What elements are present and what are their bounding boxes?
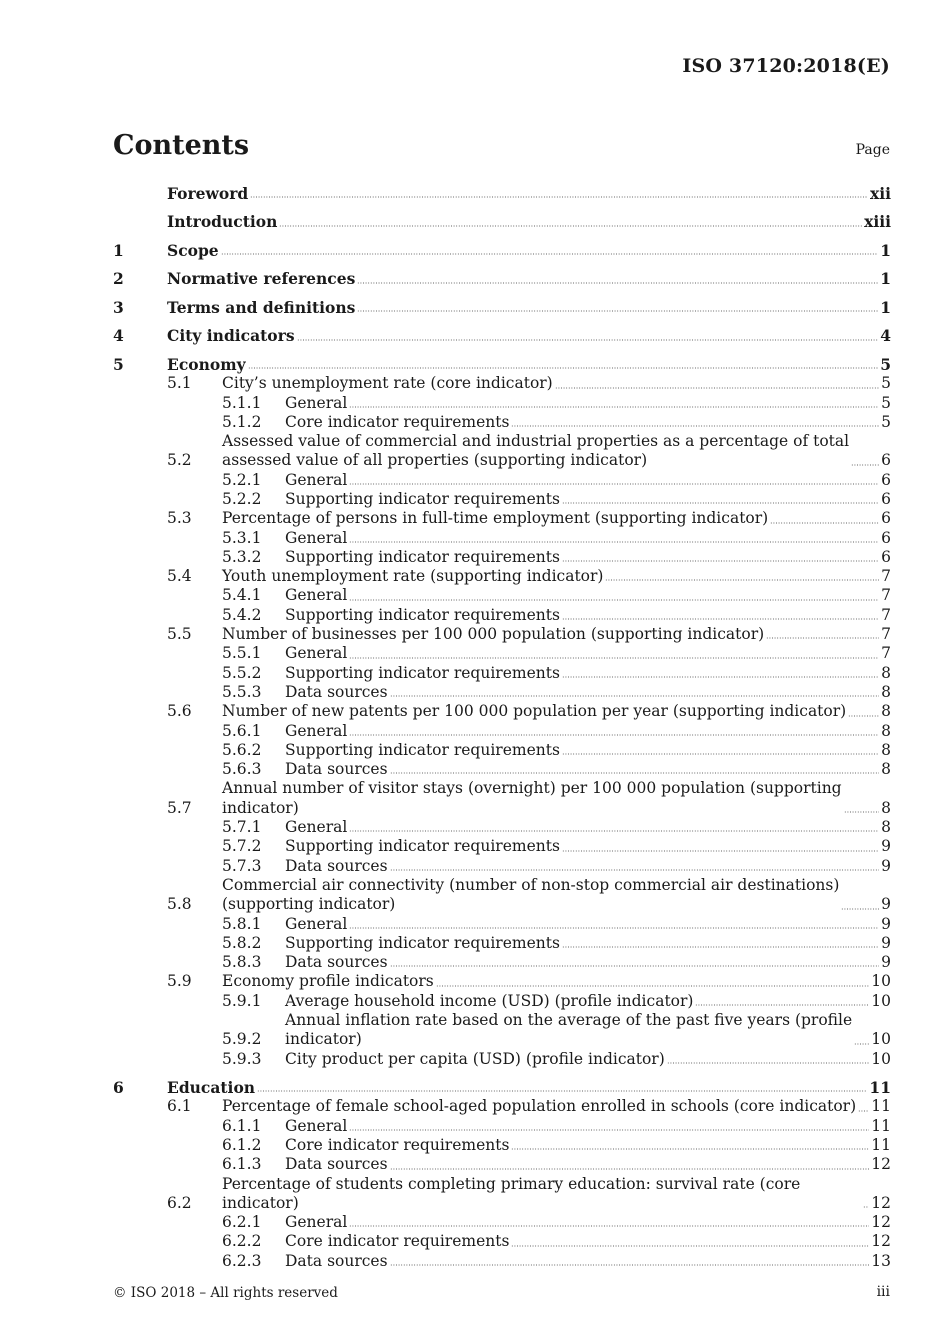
page-column-label: Page (855, 142, 890, 158)
toc-entry-number: 5.9.2 (222, 1030, 262, 1049)
toc-entry-title-line-2: indicator) (222, 798, 299, 817)
toc-entry-number: 6.1 (167, 1097, 192, 1116)
toc-entry-number: 6.2 (167, 1193, 192, 1212)
toc-entry-page: xiii (864, 212, 891, 232)
dot-leader (848, 711, 879, 717)
dot-leader (390, 1260, 870, 1266)
toc-entry-number: 6.1.2 (222, 1135, 262, 1154)
toc-entry-page: xii (869, 184, 891, 203)
toc-entry-title: General (285, 586, 348, 605)
toc-entry-page: 1 (880, 297, 891, 317)
toc-entry-page: 5 (880, 354, 891, 374)
toc-entry-number: 5.5.1 (222, 644, 262, 663)
dot-leader (349, 402, 879, 408)
toc-entry[interactable] (113, 972, 891, 991)
toc-entry-number: 4 (113, 326, 124, 346)
toc-entry[interactable] (113, 298, 891, 317)
toc-entry-title: Data sources (285, 1251, 388, 1270)
toc-entry-page: 8 (881, 663, 891, 682)
toc-entry-page: 7 (881, 605, 891, 624)
toc-entry[interactable] (113, 413, 891, 432)
toc-entry-title: General (285, 818, 348, 837)
dot-leader (770, 518, 879, 524)
page-title: Contents (113, 130, 250, 161)
toc-entry-number: 5.9.3 (222, 1049, 262, 1068)
toc-entry-title: Number of businesses per 100 000 population (supporting indicator) (222, 625, 765, 644)
toc-entry-number: 5.3 (167, 509, 192, 528)
toc-entry[interactable] (113, 586, 891, 605)
toc-entry-title (222, 876, 839, 915)
toc-entry[interactable] (113, 1136, 891, 1155)
toc-entry-title: Normative references (167, 269, 356, 289)
toc-entry-page: 10 (871, 972, 891, 991)
toc-entry-title: Supporting indicator requirements (285, 663, 560, 682)
dot-leader (248, 363, 879, 369)
toc-entry[interactable] (113, 702, 891, 721)
document-id: ISO 37120:2018(E) (682, 55, 890, 77)
toc-entry[interactable] (113, 394, 891, 413)
toc-entry[interactable] (113, 625, 891, 644)
toc-entry-page: 8 (881, 798, 891, 817)
toc-entry-number: 5.5.3 (222, 682, 262, 701)
toc-entry-page: 6 (881, 509, 891, 528)
dot-leader (349, 479, 879, 485)
toc-entry[interactable] (113, 1175, 891, 1214)
toc-entry-page: 5 (881, 374, 891, 393)
toc-entry[interactable] (113, 509, 891, 528)
toc-entry-number: 5.7.1 (222, 818, 262, 837)
dot-leader (695, 1000, 869, 1006)
toc-entry-title-line-2: (supporting indicator) (222, 895, 396, 914)
toc-entry-title: Core indicator requirements (285, 1232, 510, 1251)
toc-entry-page: 5 (881, 412, 891, 431)
toc-entry-page: 8 (881, 760, 891, 779)
toc-entry-page: 9 (881, 953, 891, 972)
toc-entry[interactable] (113, 876, 891, 915)
dot-leader (279, 221, 862, 227)
toc-entry-page: 6 (881, 451, 891, 470)
toc-entry[interactable] (113, 1097, 891, 1116)
toc-entry-title: General (285, 470, 348, 489)
toc-entry-page: 11 (871, 1135, 891, 1154)
table-of-contents (113, 184, 891, 1271)
toc-entry-number: 6.1.1 (222, 1116, 262, 1135)
dot-leader (562, 749, 879, 755)
toc-entry[interactable] (113, 490, 891, 509)
dot-leader (562, 498, 879, 504)
dot-leader (562, 556, 879, 562)
toc-entry[interactable] (113, 1050, 891, 1069)
toc-entry[interactable] (113, 760, 891, 779)
toc-entry[interactable] (113, 818, 891, 837)
dot-leader (390, 768, 880, 774)
toc-entry-number: 5.5 (167, 625, 192, 644)
toc-entry[interactable] (113, 857, 891, 876)
dot-leader (349, 923, 879, 929)
toc-entry-page: 1 (880, 269, 891, 289)
toc-entry-page: 11 (871, 1116, 891, 1135)
toc-entry-title: Core indicator requirements (285, 412, 510, 431)
dot-leader (349, 730, 879, 736)
toc-entry-page: 8 (881, 702, 891, 721)
toc-entry[interactable] (113, 779, 891, 818)
toc-entry-title: Education (167, 1078, 256, 1098)
toc-entry-number: 5.1.2 (222, 412, 262, 431)
toc-entry-number: 5.6.1 (222, 721, 262, 740)
toc-entry-number: 5.7.3 (222, 856, 262, 875)
toc-entry-page: 7 (881, 644, 891, 663)
dot-leader (349, 653, 879, 659)
toc-entry-title: Data sources (285, 682, 388, 701)
toc-entry-title: Percentage of students completing primary education: survival rate (core indicator) (222, 1174, 801, 1212)
toc-entry[interactable] (113, 1078, 891, 1097)
dot-leader (511, 1241, 869, 1247)
toc-entry[interactable] (113, 606, 891, 625)
toc-entry-page: 5 (881, 393, 891, 412)
toc-entry[interactable] (113, 471, 891, 490)
toc-entry-title (285, 1011, 852, 1050)
toc-entry-number: 5.9.1 (222, 991, 262, 1010)
toc-entry-page: 10 (871, 1030, 891, 1049)
toc-entry-title-line-1: Assessed value of commercial and industrial properties as a percentage of total (222, 432, 850, 451)
toc-entry-page: 9 (881, 856, 891, 875)
dot-leader (858, 1106, 869, 1112)
toc-entry-title: Data sources (285, 760, 388, 779)
dot-leader (390, 961, 880, 967)
toc-entry-number: 6.2.3 (222, 1251, 262, 1270)
toc-entry-title: General (285, 393, 348, 412)
dot-leader (562, 942, 879, 948)
dot-leader (257, 1086, 867, 1092)
toc-entry-title: City indicators (167, 326, 295, 346)
toc-entry-number: 5.2.2 (222, 489, 262, 508)
dot-leader (555, 383, 879, 389)
toc-entry[interactable] (113, 741, 891, 760)
toc-entry-title: Percentage of persons in full-time employment (supporting indicator) (222, 509, 769, 528)
toc-entry[interactable] (113, 1213, 891, 1232)
toc-entry-page: 10 (871, 991, 891, 1010)
toc-entry-title: General (285, 528, 348, 547)
toc-entry-number: 5.2.1 (222, 470, 262, 489)
toc-entry-title: Supporting indicator requirements (285, 740, 560, 759)
toc-entry-page: 12 (871, 1193, 891, 1212)
toc-entry-page: 12 (871, 1213, 891, 1232)
toc-entry-number: 5.6.3 (222, 760, 262, 779)
toc-entry-number: 1 (113, 240, 124, 260)
toc-entry[interactable] (113, 1155, 891, 1174)
dot-leader (349, 1221, 869, 1227)
page-number: iii (876, 1284, 890, 1300)
toc-entry-page: 8 (881, 818, 891, 837)
toc-entry-number: 3 (113, 297, 124, 317)
toc-entry-title: Scope (167, 240, 219, 260)
toc-entry-number: 5.7.2 (222, 837, 262, 856)
toc-entry-title (222, 432, 849, 471)
toc-entry[interactable] (113, 1011, 891, 1050)
toc-entry-page: 8 (881, 740, 891, 759)
dot-leader (349, 537, 879, 543)
toc-entry-title: General (285, 644, 348, 663)
toc-entry[interactable] (113, 241, 891, 260)
toc-entry-page: 13 (871, 1251, 891, 1270)
dot-leader (349, 1125, 869, 1131)
toc-entry-page: 1 (880, 240, 891, 260)
toc-entry-number: 5.4.2 (222, 605, 262, 624)
toc-entry-title-line-2: indicator) (285, 1030, 362, 1049)
toc-entry-number: 5.8.1 (222, 914, 262, 933)
toc-entry[interactable] (113, 432, 891, 471)
toc-entry-number: 5.4.1 (222, 586, 262, 605)
toc-entry-page: 11 (871, 1097, 891, 1116)
toc-entry-page: 9 (881, 837, 891, 856)
toc-entry-number: 5.1.1 (222, 393, 262, 412)
toc-entry-number: 5.3.2 (222, 547, 262, 566)
toc-entry-title: General (285, 914, 348, 933)
toc-entry-title: Introduction (167, 212, 278, 232)
toc-entry[interactable] (113, 326, 891, 345)
toc-entry-number: 5.6.2 (222, 740, 262, 759)
dot-leader (844, 807, 880, 813)
toc-entry-page: 10 (871, 1049, 891, 1068)
dot-leader (841, 904, 879, 910)
toc-entry-title: Data sources (285, 953, 388, 972)
toc-entry-title: Economy profile indicators (222, 972, 434, 991)
toc-entry[interactable] (113, 722, 891, 741)
toc-entry[interactable] (113, 548, 891, 567)
dot-leader (250, 192, 868, 198)
toc-entry-number: 6.2.2 (222, 1232, 262, 1251)
toc-entry[interactable] (113, 374, 891, 393)
toc-entry-title (222, 779, 842, 818)
toc-entry-page: 7 (881, 586, 891, 605)
toc-entry-title: Terms and definitions (167, 297, 356, 317)
toc-entry-page: 8 (881, 721, 891, 740)
toc-entry-page: 6 (881, 470, 891, 489)
toc-entry[interactable] (113, 953, 891, 972)
toc-entry-page: 9 (881, 933, 891, 952)
toc-entry[interactable] (113, 1232, 891, 1251)
toc-entry-number: 5 (113, 354, 124, 374)
toc-entry-number: 5.1 (167, 374, 192, 393)
toc-entry-page: 12 (871, 1155, 891, 1174)
toc-entry[interactable] (113, 664, 891, 683)
toc-entry-title: Supporting indicator requirements (285, 933, 560, 952)
toc-entry-title-line-2: assessed value of all properties (supporting indicator) (222, 451, 648, 470)
toc-entry-title: General (285, 1116, 348, 1135)
toc-entry-number: 5.8.2 (222, 933, 262, 952)
toc-entry-page: 7 (881, 567, 891, 586)
toc-entry[interactable] (113, 1117, 891, 1136)
dot-leader (562, 672, 879, 678)
toc-entry-number: 6.2.1 (222, 1213, 262, 1232)
toc-entry-page: 4 (880, 326, 891, 346)
toc-entry-page: 6 (881, 489, 891, 508)
toc-entry[interactable] (113, 837, 891, 856)
toc-entry-number: 5.7 (167, 798, 192, 817)
toc-entry[interactable] (113, 212, 891, 231)
toc-entry-title: City product per capita (USD) (profile indicator) (285, 1049, 665, 1068)
dot-leader (349, 826, 879, 832)
toc-entry-title: General (285, 721, 348, 740)
toc-entry-title: Supporting indicator requirements (285, 489, 560, 508)
toc-entry[interactable] (113, 992, 891, 1011)
dot-leader (221, 249, 879, 255)
toc-entry[interactable] (113, 934, 891, 953)
dot-leader (297, 335, 879, 341)
toc-entry-page: 8 (881, 682, 891, 701)
dot-leader (863, 1202, 869, 1208)
toc-entry-title: Number of new patents per 100 000 population per year (supporting indicator) (222, 702, 847, 721)
dot-leader (562, 846, 879, 852)
toc-entry-page: 6 (881, 528, 891, 547)
dot-leader (605, 575, 879, 581)
dot-leader (766, 633, 879, 639)
toc-entry-title: City’s unemployment rate (core indicator) (222, 374, 553, 393)
toc-entry-title-line-1: Annual number of visitor stays (overnight) per 100 000 population (supporting (222, 779, 842, 798)
toc-entry-number: 5.3.1 (222, 528, 262, 547)
toc-entry-title: Average household income (USD) (profile indicator) (285, 991, 694, 1010)
toc-entry-number: 5.6 (167, 702, 192, 721)
toc-entry-title: Supporting indicator requirements (285, 547, 560, 566)
dot-leader (390, 865, 880, 871)
toc-entry-title: Percentage of female school-aged population enrolled in schools (core indicator) (222, 1097, 857, 1116)
toc-entry[interactable] (113, 355, 891, 374)
toc-entry[interactable] (113, 184, 891, 203)
toc-entry[interactable] (113, 567, 891, 586)
dot-leader (667, 1058, 870, 1064)
dot-leader (562, 614, 879, 620)
dot-leader (390, 691, 880, 697)
dot-leader (854, 1039, 869, 1045)
copyright-notice: © ISO 2018 – All rights reserved (113, 1285, 338, 1301)
toc-entry-number: 5.4 (167, 567, 192, 586)
toc-entry-page: 6 (881, 547, 891, 566)
toc-entry-title-line-1: Commercial air connectivity (number of non-stop commercial air destinations) (222, 875, 840, 894)
dot-leader (436, 981, 870, 987)
dot-leader (349, 595, 879, 601)
toc-entry-page: 12 (871, 1232, 891, 1251)
toc-entry[interactable] (113, 1252, 891, 1271)
toc-entry-title: Economy (167, 354, 246, 374)
toc-entry[interactable] (113, 529, 891, 548)
dot-leader (511, 421, 879, 427)
toc-entry-number: 5.5.2 (222, 663, 262, 682)
toc-entry-title: Foreword (167, 184, 249, 203)
toc-entry-title: Core indicator requirements (285, 1135, 510, 1154)
dot-leader (390, 1164, 870, 1170)
toc-entry[interactable] (113, 644, 891, 663)
dot-leader (851, 460, 879, 466)
toc-entry-title: General (285, 1213, 348, 1232)
toc-entry-page: 11 (869, 1078, 891, 1098)
toc-entry-number: 2 (113, 269, 124, 289)
toc-entry-title: Data sources (285, 1155, 388, 1174)
dot-leader (357, 278, 878, 284)
toc-entry-number: 6 (113, 1078, 124, 1098)
toc-entry-page: 7 (881, 625, 891, 644)
toc-entry-title: Data sources (285, 856, 388, 875)
toc-entry[interactable] (113, 683, 891, 702)
toc-entry-page: 9 (881, 895, 891, 914)
toc-entry-number: 5.9 (167, 972, 192, 991)
toc-entry-title: Youth unemployment rate (supporting indicator) (222, 567, 604, 586)
toc-entry-title-line-1: Annual inflation rate based on the average of the past five years (profile (285, 1011, 853, 1029)
dot-leader (511, 1144, 869, 1150)
toc-entry-title: Supporting indicator requirements (285, 605, 560, 624)
toc-entry-number: 5.2 (167, 451, 192, 470)
toc-entry-title: Supporting indicator requirements (285, 837, 560, 856)
dot-leader (357, 306, 878, 312)
toc-entry-number: 5.8.3 (222, 953, 262, 972)
toc-entry[interactable] (113, 915, 891, 934)
toc-entry-page: 9 (881, 914, 891, 933)
toc-entry[interactable] (113, 269, 891, 288)
toc-entry-number: 6.1.3 (222, 1155, 262, 1174)
toc-entry-number: 5.8 (167, 895, 192, 914)
